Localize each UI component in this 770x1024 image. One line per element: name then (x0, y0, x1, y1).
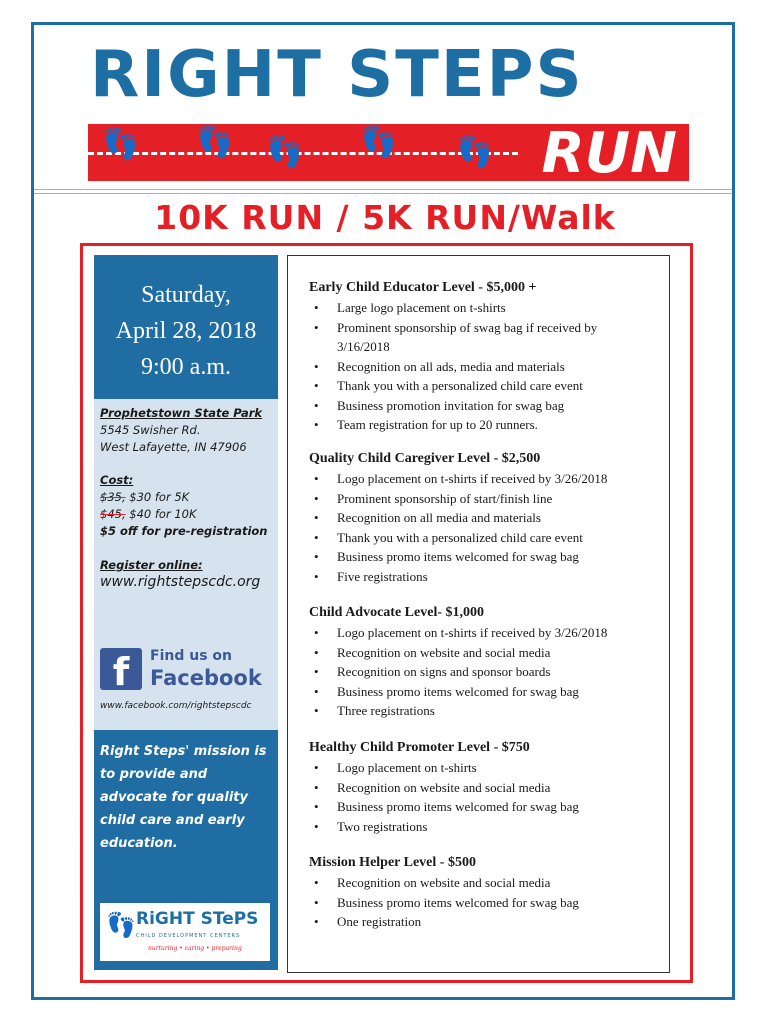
list-item: • Thank you with a personalized child care event (309, 528, 659, 548)
list-item: • Thank you with a personalized child care event (309, 376, 659, 396)
level-benefits (309, 469, 659, 586)
level-benefits (309, 298, 659, 435)
org-logo (100, 903, 270, 961)
list-item: • Recognition on website and social media (309, 873, 659, 893)
footprint-icon: 👣 (266, 136, 304, 169)
list-item: • Large logo placement on t-shirts (309, 298, 659, 318)
event-day: Saturday, (141, 282, 231, 308)
list-item: • Recognition on signs and sponsor boards (309, 662, 659, 682)
facebook-name: Facebook (150, 666, 262, 690)
footprint-icon: 👣 (196, 126, 234, 159)
list-item: • Recognition on all ads, media and materials (309, 357, 659, 377)
list-item: • Prominent sponsorship of swag bag if received by 3/16/2018 (309, 318, 637, 357)
list-item: • Two registrations (309, 817, 659, 837)
divider (34, 189, 732, 190)
list-item: • Business promo items welcomed for swag bag (309, 797, 659, 817)
level-title: Child Advocate Level- $1,000 (309, 605, 484, 620)
list-item: • Prominent sponsorship of start/finish line (309, 489, 659, 509)
event-time: 9:00 a.m. (141, 354, 231, 380)
footprint-icon: 👣 (106, 912, 136, 939)
facebook-url[interactable]: www.facebook.com/rightstepscdc (100, 701, 252, 711)
list-item: • Three registrations (309, 701, 659, 721)
level-benefits (309, 623, 659, 721)
org-logo-tagline: nurturing • caring • preparing (148, 945, 242, 952)
list-item: • Business promotion invitation for swag bag (309, 396, 659, 416)
cost-5k (100, 489, 275, 506)
register-label: Register online: (100, 558, 203, 572)
run-word: RUN (541, 121, 677, 186)
list-item: • Recognition on website and social media (309, 778, 659, 798)
footprint-icon: 👣 (360, 126, 398, 159)
cost-label: Cost: (100, 473, 134, 487)
register-block (100, 557, 275, 591)
event-logo-title: RIGHT STEPS (90, 38, 584, 112)
divider (34, 193, 732, 194)
list-item: • One registration (309, 912, 659, 932)
list-item: • Recognition on all media and materials (309, 508, 659, 528)
org-logo-name: RiGHT STePS (136, 909, 259, 929)
new-price-5k: $30 for 5K (125, 490, 190, 504)
list-item: • Logo placement on t-shirts (309, 758, 659, 778)
mission-statement: Right Steps' mission is to provide and advocate for quality child care and early education. (100, 744, 267, 851)
run-banner (88, 121, 689, 186)
cost-block (100, 472, 275, 540)
level-benefits (309, 873, 659, 932)
old-price-10k: $45, (100, 507, 126, 521)
facebook-icon: f (100, 648, 142, 690)
venue-name: Prophetstown State Park (100, 406, 263, 420)
list-item: • Logo placement on t-shirts if received by 3/26/2018 (309, 623, 659, 643)
level-title: Quality Child Caregiver Level - $2,500 (309, 451, 541, 466)
list-item: • Team registration for up to 20 runners. (309, 415, 659, 435)
level-title: Healthy Child Promoter Level - $750 (309, 740, 530, 755)
event-date: April 28, 2018 (115, 318, 257, 344)
footprint-icon: 👣 (102, 128, 140, 161)
date-block (94, 255, 278, 399)
address-line-1: 5545 Swisher Rd. (100, 423, 201, 437)
list-item: • Business promo items welcomed for swag bag (309, 547, 659, 567)
org-logo-subtitle: CHILD DEVELOPMENT CENTERS (136, 933, 241, 939)
facebook-find-text: Find us on (150, 648, 232, 664)
list-item: • Business promo items welcomed for swag bag (309, 682, 659, 702)
level-title: Early Child Educator Level - $5,000 + (309, 280, 537, 295)
list-item: • Business promo items welcomed for swag bag (309, 893, 659, 913)
level-title: Mission Helper Level - $500 (309, 855, 476, 870)
footprint-icon: 👣 (456, 136, 494, 169)
race-subtitle: 10K RUN / 5K RUN/Walk (154, 198, 616, 237)
address-line-2: West Lafayette, IN 47906 (100, 440, 247, 454)
venue-block (100, 405, 275, 456)
list-item: • Recognition on website and social media (309, 643, 659, 663)
register-url[interactable]: www.rightstepscdc.org (100, 574, 261, 590)
old-price-5k: $35, (100, 490, 126, 504)
new-price-10k: $40 for 10K (125, 507, 197, 521)
facebook-badge[interactable] (100, 648, 270, 693)
level-benefits (309, 758, 659, 836)
cost-10k (100, 506, 275, 523)
list-item: • Logo placement on t-shirts if received by 3/26/2018 (309, 469, 659, 489)
discount-note: $5 off for pre-registration (100, 524, 268, 538)
list-item: • Five registrations (309, 567, 659, 587)
